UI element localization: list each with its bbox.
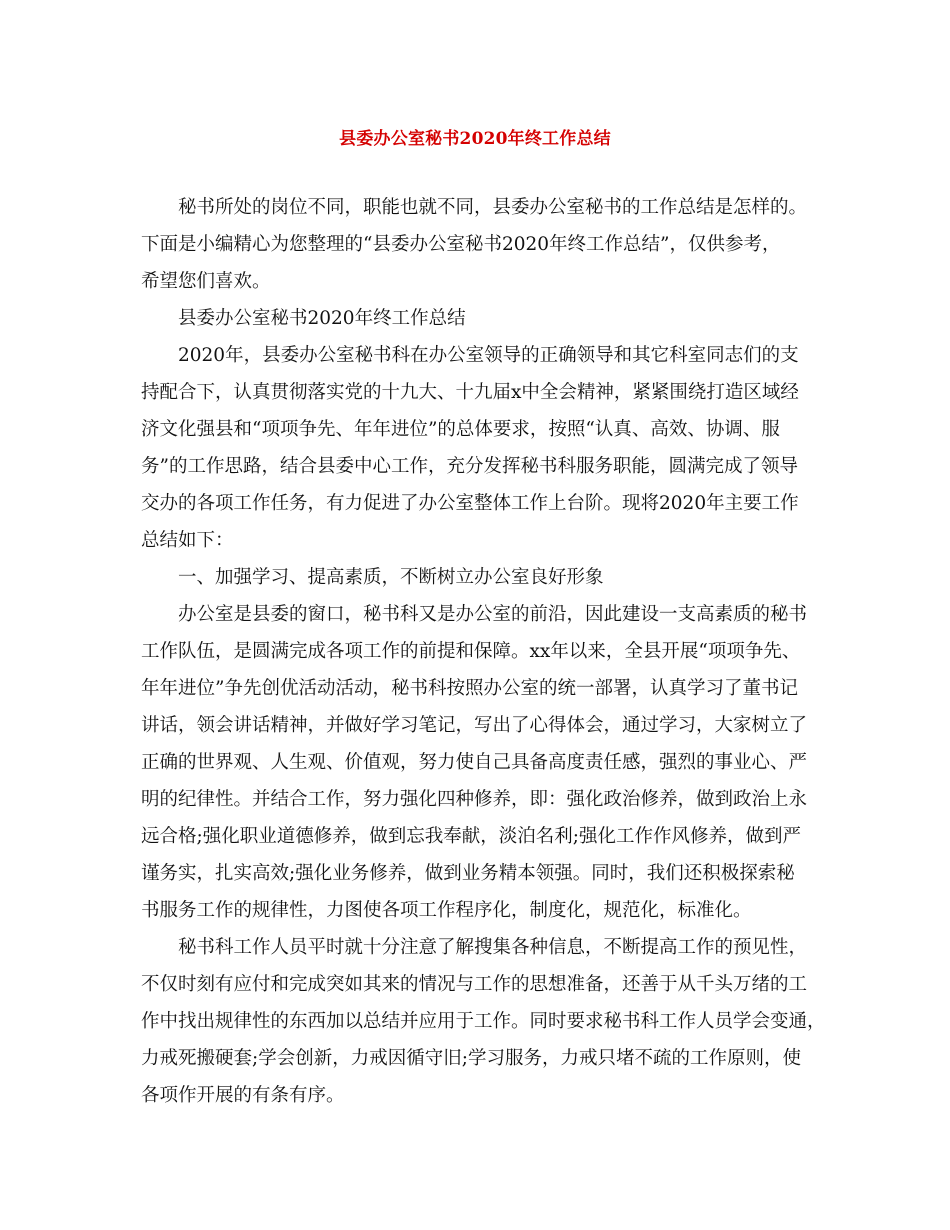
paragraph-line: 交办的各项工作任务，有力促进了办公室整体工作上台阶。现将2020年主要工作 — [141, 493, 799, 514]
paragraph-line: 办公室是县委的窗口，秘书科又是办公室的前沿，因此建设一支高素质的秘书 — [178, 604, 808, 625]
paragraph-line: 明的纪律性。并结合工作，努力强化四种修养，即：强化政治修养，做到政治上永 — [141, 789, 808, 810]
paragraph-line: 谨务实，扎实高效;强化业务修养，做到业务精本领强。同时，我们还积极探索秘 — [141, 863, 795, 884]
paragraph-line: 秘书科工作人员平时就十分注意了解搜集各种信息，不断提高工作的预见性， — [178, 937, 808, 958]
paragraph-line: 济文化强县和“项项争先、年年进位”的总体要求，按照“认真、高效、协调、服 — [141, 419, 780, 440]
paragraph-line: 务”的工作思路，结合县委中心工作，充分发挥秘书科服务职能，圆满完成了领导 — [141, 456, 798, 477]
paragraph-line: 持配合下，认真贯彻落实党的十九大、十九届x中全会精神，紧紧围绕打造区域经 — [141, 382, 799, 403]
section-heading: 县委办公室秘书2020年终工作总结 — [178, 308, 466, 329]
paragraph-line: 秘书所处的岗位不同，职能也就不同，县委办公室秘书的工作总结是怎样的。 — [178, 197, 808, 218]
paragraph-line: 总结如下： — [141, 530, 234, 551]
paragraph-line: 正确的世界观、人生观、价值观，努力使自己具备高度责任感，强烈的事业心、严 — [141, 752, 808, 773]
paragraph-line: 作中找出规律性的东西加以总结并应用于工作。同时要求秘书科工作人员学会变通， — [141, 1011, 826, 1032]
paragraph-line: 讲话，领会讲话精神，并做好学习笔记，写出了心得体会，通过学习，大家树立了 — [141, 715, 808, 736]
paragraph-line: 2020年，县委办公室秘书科在办公室领导的正确领导和其它科室同志们的支 — [178, 345, 799, 366]
paragraph-line: 下面是小编精心为您整理的“县委办公室秘书2020年终工作总结”，仅供参考， — [141, 234, 781, 255]
section-heading: 一、加强学习、提高素质，不断树立办公室良好形象 — [178, 567, 604, 588]
paragraph-line: 各项作开展的有条有序。 — [141, 1085, 345, 1106]
paragraph-line: 书服务工作的规律性，力图使各项工作程序化，制度化，规范化，标准化。 — [141, 900, 752, 921]
paragraph-line: 年年进位”争先创优活动活动，秘书科按照办公室的统一部署，认真学习了董书记 — [141, 678, 798, 699]
paragraph-line: 不仅时刻有应付和完成突如其来的情况与工作的思想准备，还善于从千头万绪的工 — [141, 974, 808, 995]
paragraph-line: 远合格;强化职业道德修养，做到忘我奉献，淡泊名利;强化工作作风修养，做到严 — [141, 826, 801, 847]
paragraph-line: 工作队伍，是圆满完成各项工作的前提和保障。xx年以来，全县开展“项项争先、 — [141, 641, 801, 662]
paragraph-line: 力戒死搬硬套;学会创新，力戒因循守旧;学习服务，力戒只堵不疏的工作原则，使 — [141, 1048, 801, 1069]
document-title: 县委办公室秘书2020年终工作总结 — [339, 129, 611, 149]
paragraph-line: 希望您们喜欢。 — [141, 271, 271, 292]
